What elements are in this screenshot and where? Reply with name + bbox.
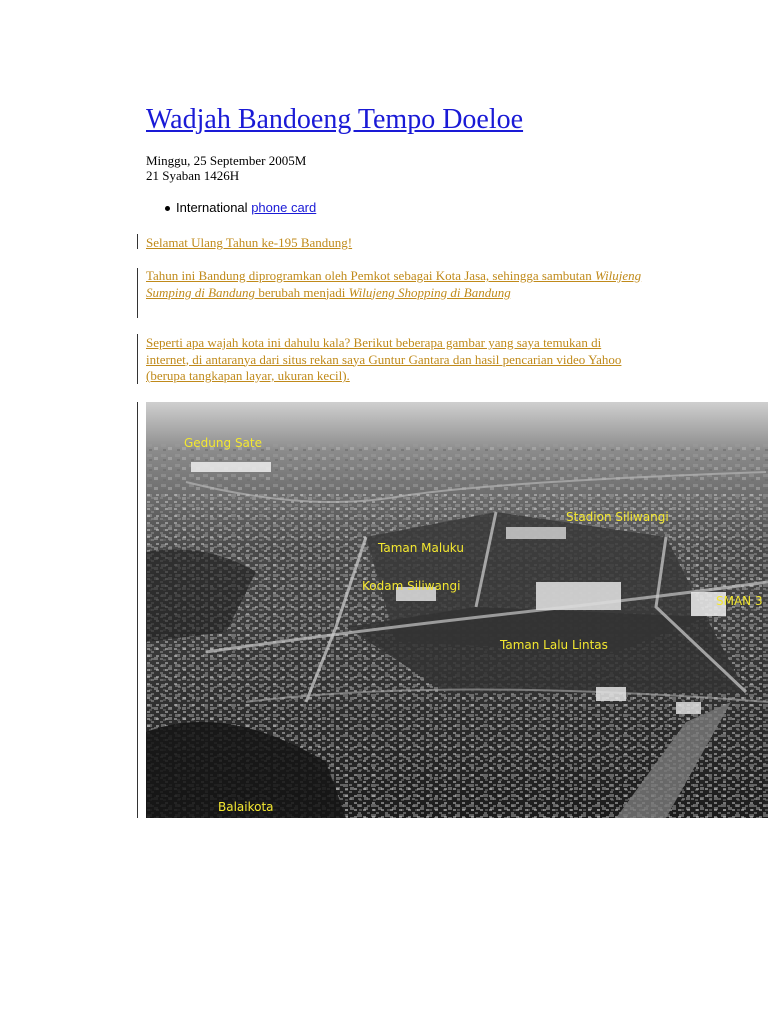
quote-bar (137, 268, 138, 318)
aerial-photo (146, 402, 768, 818)
quote-bar (137, 234, 138, 249)
quote-text: berubah menjadi (255, 284, 349, 300)
quote-bar (137, 402, 138, 818)
quote-text: Tahun ini Bandung diprogramkan oleh Pemkot sebagai Kota Jasa, sehingga sambutan (146, 268, 595, 283)
dateline (146, 153, 306, 183)
quote-paragraph-3[interactable]: Seperti apa wajah kota ini dahulu kala? Berikut beberapa gambar yang saya temukan di internet, di antaranya dari situs rekan saya Guntur Gantara dan hasil pencarian video Yahoo (berupa tangkapan layar, ukuran kecil). (146, 335, 622, 383)
label-taman-lalu-lintas: Taman Lalu Lintas (500, 638, 608, 652)
label-balaikota: Balaikota (218, 800, 274, 814)
quote-italic: Wilujeng Sumping di Bandung (146, 268, 642, 300)
list-item (176, 200, 316, 215)
bullet-prefix: International (176, 200, 248, 215)
link-list (176, 200, 316, 215)
quote-paragraph-2[interactable] (146, 268, 651, 301)
phone-card-link[interactable]: phone card (251, 200, 317, 215)
quote-italic: Wilujeng Shopping di Bandung (348, 284, 511, 300)
label-sman-3: SMAN 3 (716, 594, 763, 608)
label-taman-maluku: Taman Maluku (378, 541, 464, 555)
date-hijri: 21 Syaban 1426H (146, 168, 240, 183)
aerial-photo-image (146, 402, 768, 818)
date-gregorian: Minggu, 25 September 2005M (146, 153, 307, 168)
page-title[interactable]: Wadjah Bandoeng Tempo Doeloe (146, 104, 524, 135)
label-gedung-sate: Gedung Sate (184, 436, 262, 450)
quote-bar (137, 334, 138, 384)
label-kodam-siliwangi: Kodam Siliwangi (362, 579, 461, 593)
label-stadion-siliwangi: Stadion Siliwangi (566, 510, 669, 524)
quote-paragraph-1[interactable]: Selamat Ulang Tahun ke-195 Bandung! (146, 235, 353, 250)
